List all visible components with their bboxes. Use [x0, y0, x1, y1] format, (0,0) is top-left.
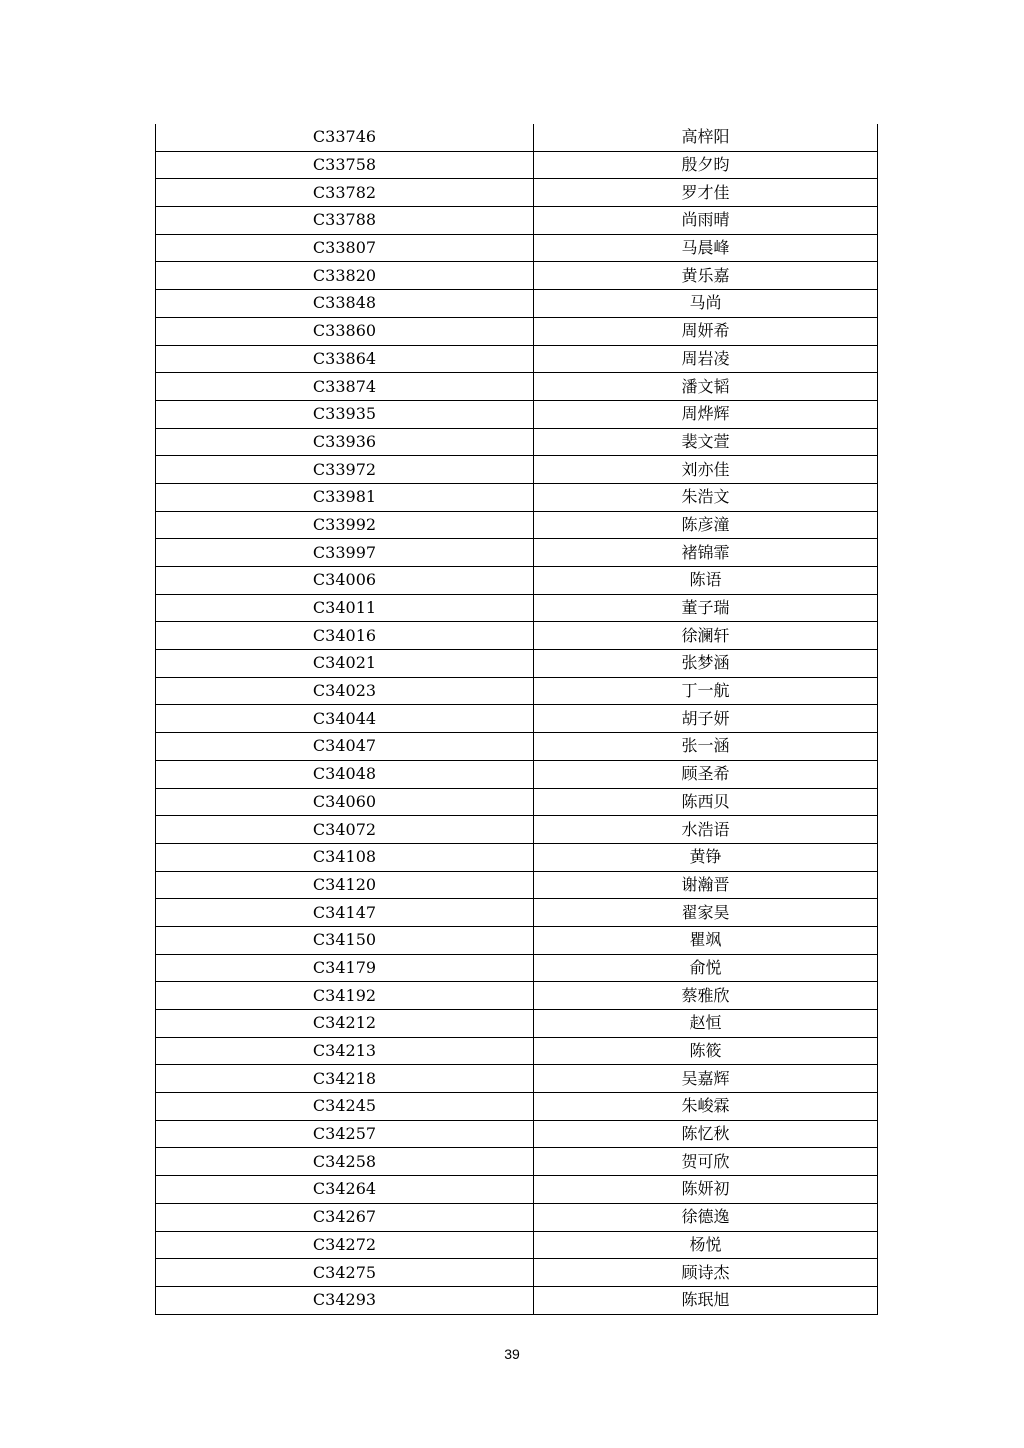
- student-id-cell: C34275: [156, 1259, 534, 1287]
- student-id-cell: C34267: [156, 1203, 534, 1231]
- student-name-cell: 殷夕昀: [534, 151, 878, 179]
- table-row: [156, 400, 878, 428]
- student-id-cell: C34218: [156, 1065, 534, 1093]
- table-row: [156, 1148, 878, 1176]
- student-name-cell: 朱峻霖: [534, 1093, 878, 1121]
- student-name-cell: 赵恒: [534, 1010, 878, 1038]
- student-name-cell: 陈忆秋: [534, 1120, 878, 1148]
- table-row: [156, 511, 878, 539]
- table-row: [156, 594, 878, 622]
- student-name-cell: 顾圣希: [534, 760, 878, 788]
- table-row: [156, 843, 878, 871]
- student-id-cell: C33782: [156, 179, 534, 207]
- table-row: [156, 1259, 878, 1287]
- table-row: [156, 345, 878, 373]
- table-row: [156, 622, 878, 650]
- student-name-cell: 高梓阳: [534, 124, 878, 151]
- student-name-cell: 尚雨晴: [534, 207, 878, 235]
- student-name-cell: 陈语: [534, 567, 878, 595]
- student-id-cell: C33860: [156, 317, 534, 345]
- student-id-cell: C34023: [156, 677, 534, 705]
- student-name-cell: 褚锦霏: [534, 539, 878, 567]
- student-name-cell: 贺可欣: [534, 1148, 878, 1176]
- student-id-cell: C33981: [156, 483, 534, 511]
- table-row: [156, 954, 878, 982]
- student-name-cell: 周烨辉: [534, 400, 878, 428]
- student-name-cell: 陈妍初: [534, 1176, 878, 1204]
- table-row: [156, 234, 878, 262]
- student-name-cell: 吴嘉辉: [534, 1065, 878, 1093]
- student-id-cell: C34257: [156, 1120, 534, 1148]
- student-name-cell: 黄铮: [534, 843, 878, 871]
- table-row: [156, 179, 878, 207]
- student-name-cell: 徐澜轩: [534, 622, 878, 650]
- page-number: 39: [504, 1346, 520, 1362]
- student-name-cell: 罗才佳: [534, 179, 878, 207]
- table-row: [156, 1065, 878, 1093]
- student-name-cell: 丁一航: [534, 677, 878, 705]
- table-row: [156, 539, 878, 567]
- student-id-cell: C34016: [156, 622, 534, 650]
- student-id-cell: C33997: [156, 539, 534, 567]
- student-name-cell: 蔡雅欣: [534, 982, 878, 1010]
- student-id-cell: C34108: [156, 843, 534, 871]
- student-id-cell: C33788: [156, 207, 534, 235]
- table-row: [156, 428, 878, 456]
- student-id-cell: C34120: [156, 871, 534, 899]
- table-row: [156, 483, 878, 511]
- student-name-cell: 刘亦佳: [534, 456, 878, 484]
- student-name-cell: 杨悦: [534, 1231, 878, 1259]
- table-row: [156, 871, 878, 899]
- table-row: [156, 926, 878, 954]
- student-id-cell: C34179: [156, 954, 534, 982]
- student-name-cell: 水浩语: [534, 816, 878, 844]
- student-id-cell: C34213: [156, 1037, 534, 1065]
- table-row: [156, 567, 878, 595]
- student-name-cell: 陈彦潼: [534, 511, 878, 539]
- student-name-cell: 陈西贝: [534, 788, 878, 816]
- table-row: [156, 317, 878, 345]
- table-row: [156, 733, 878, 761]
- student-name-cell: 陈珉旭: [534, 1286, 878, 1314]
- student-id-cell: C33820: [156, 262, 534, 290]
- table-row: [156, 1203, 878, 1231]
- table-row: [156, 1093, 878, 1121]
- table-row: [156, 760, 878, 788]
- student-id-cell: C33848: [156, 290, 534, 318]
- table-row: [156, 1010, 878, 1038]
- student-name-cell: 瞿飒: [534, 926, 878, 954]
- student-name-cell: 顾诗杰: [534, 1259, 878, 1287]
- table-row: [156, 1176, 878, 1204]
- student-id-cell: C34048: [156, 760, 534, 788]
- student-id-cell: C34272: [156, 1231, 534, 1259]
- student-id-cell: C34293: [156, 1286, 534, 1314]
- student-name-cell: 张梦涵: [534, 650, 878, 678]
- student-id-cell: C34044: [156, 705, 534, 733]
- student-name-cell: 胡子妍: [534, 705, 878, 733]
- student-id-cell: C34258: [156, 1148, 534, 1176]
- student-name-cell: 周妍希: [534, 317, 878, 345]
- table-row: [156, 899, 878, 927]
- student-id-cell: C34047: [156, 733, 534, 761]
- student-name-cell: 潘文韬: [534, 373, 878, 401]
- student-id-cell: C34245: [156, 1093, 534, 1121]
- student-id-cell: C33936: [156, 428, 534, 456]
- table-row: [156, 1231, 878, 1259]
- student-name-cell: 俞悦: [534, 954, 878, 982]
- student-id-cell: C33746: [156, 124, 534, 151]
- student-id-cell: C34021: [156, 650, 534, 678]
- student-name-cell: 裴文萱: [534, 428, 878, 456]
- student-name-cell: 翟家昊: [534, 899, 878, 927]
- student-id-cell: C33874: [156, 373, 534, 401]
- table-row: [156, 1286, 878, 1314]
- student-name-cell: 周岩凌: [534, 345, 878, 373]
- student-name-cell: 黄乐嘉: [534, 262, 878, 290]
- table-row: [156, 1037, 878, 1065]
- table-row: [156, 982, 878, 1010]
- student-id-cell: C33935: [156, 400, 534, 428]
- student-id-cell: C34192: [156, 982, 534, 1010]
- student-id-cell: C33807: [156, 234, 534, 262]
- roster-table: [155, 124, 878, 1315]
- student-id-cell: C34072: [156, 816, 534, 844]
- table-row: [156, 677, 878, 705]
- student-id-cell: C34150: [156, 926, 534, 954]
- table-row: [156, 705, 878, 733]
- student-name-cell: 谢瀚晋: [534, 871, 878, 899]
- table-row: [156, 650, 878, 678]
- table-row: [156, 207, 878, 235]
- student-name-cell: 徐德逸: [534, 1203, 878, 1231]
- student-name-cell: 陈筱: [534, 1037, 878, 1065]
- student-id-cell: C34212: [156, 1010, 534, 1038]
- table-row: [156, 456, 878, 484]
- roster-table-body: [156, 124, 878, 1314]
- student-name-cell: 朱浩文: [534, 483, 878, 511]
- student-id-cell: C34147: [156, 899, 534, 927]
- table-row: [156, 124, 878, 151]
- table-row: [156, 373, 878, 401]
- student-id-cell: C34060: [156, 788, 534, 816]
- table-row: [156, 290, 878, 318]
- table-row: [156, 151, 878, 179]
- student-id-cell: C33864: [156, 345, 534, 373]
- student-id-cell: C34011: [156, 594, 534, 622]
- student-name-cell: 马晨峰: [534, 234, 878, 262]
- table-row: [156, 1120, 878, 1148]
- student-id-cell: C34006: [156, 567, 534, 595]
- student-name-cell: 张一涵: [534, 733, 878, 761]
- student-id-cell: C33992: [156, 511, 534, 539]
- table-row: [156, 262, 878, 290]
- table-row: [156, 788, 878, 816]
- student-name-cell: 马尚: [534, 290, 878, 318]
- student-id-cell: C34264: [156, 1176, 534, 1204]
- table-row: [156, 816, 878, 844]
- student-id-cell: C33758: [156, 151, 534, 179]
- student-name-cell: 董子瑞: [534, 594, 878, 622]
- student-id-cell: C33972: [156, 456, 534, 484]
